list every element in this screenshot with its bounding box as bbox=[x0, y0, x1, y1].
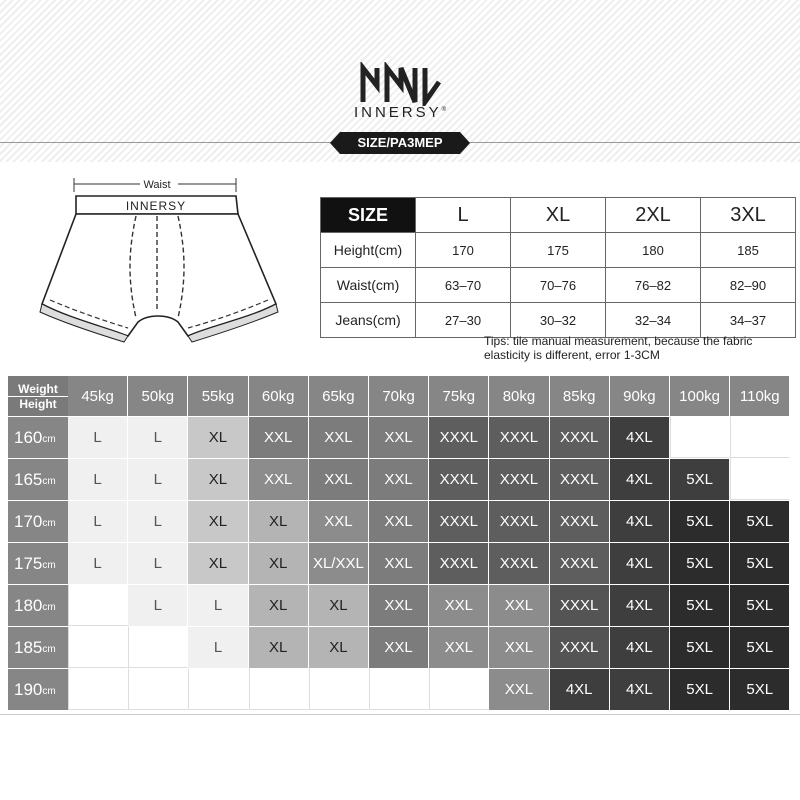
size-cell: 5XL bbox=[730, 542, 790, 584]
size-cell bbox=[429, 668, 489, 710]
size-cell: 4XL bbox=[610, 458, 670, 500]
table-cell: 63–70 bbox=[416, 268, 511, 303]
table-cell: 185 bbox=[701, 233, 796, 268]
size-chart-grid bbox=[8, 376, 800, 712]
table-cell: 32–34 bbox=[606, 303, 701, 338]
size-cell: L bbox=[128, 584, 188, 626]
size-cell: L bbox=[68, 458, 128, 500]
weight-header: 85kg bbox=[550, 376, 610, 416]
height-header bbox=[8, 416, 68, 458]
table-cell: 34–37 bbox=[701, 303, 796, 338]
size-cell: XXXL bbox=[550, 626, 610, 668]
height-header bbox=[8, 584, 68, 626]
size-cell: XXL bbox=[369, 416, 429, 458]
size-cell: XL bbox=[249, 500, 309, 542]
size-tag: SIZE/PA3MEP bbox=[340, 132, 460, 154]
row-label: Jeans(cm) bbox=[321, 303, 416, 338]
size-cell: XL bbox=[188, 416, 248, 458]
size-cell: 5XL bbox=[730, 668, 790, 710]
size-cell bbox=[68, 584, 128, 626]
size-cell: 5XL bbox=[670, 626, 730, 668]
weight-header: 75kg bbox=[429, 376, 489, 416]
bottom-rule bbox=[0, 714, 800, 715]
corner-height-label: Height bbox=[8, 396, 68, 411]
size-cell: 5XL bbox=[670, 500, 730, 542]
weight-header: 50kg bbox=[128, 376, 188, 416]
weight-header: 80kg bbox=[489, 376, 549, 416]
size-table bbox=[320, 197, 796, 338]
size-cell: 5XL bbox=[730, 584, 790, 626]
size-cell: XL bbox=[249, 626, 309, 668]
weight-header: 70kg bbox=[369, 376, 429, 416]
size-cell: XXL bbox=[309, 458, 369, 500]
size-corner: SIZE bbox=[321, 198, 416, 233]
size-col: XL bbox=[511, 198, 606, 233]
size-cell: 5XL bbox=[670, 458, 730, 500]
height-header bbox=[8, 668, 68, 710]
size-cell: 5XL bbox=[730, 626, 790, 668]
height-header bbox=[8, 500, 68, 542]
corner-weight-label: Weight bbox=[18, 381, 58, 396]
size-cell bbox=[730, 458, 790, 500]
row-label: Waist(cm) bbox=[321, 268, 416, 303]
height-value: 170 bbox=[14, 511, 43, 531]
table-cell: 70–76 bbox=[511, 268, 606, 303]
size-cell: XL bbox=[249, 542, 309, 584]
size-cell: XXXL bbox=[429, 542, 489, 584]
size-cell: XL bbox=[309, 584, 369, 626]
height-header bbox=[8, 458, 68, 500]
height-header bbox=[8, 626, 68, 668]
height-unit: cm bbox=[42, 434, 56, 445]
table-cell: 82–90 bbox=[701, 268, 796, 303]
size-col: L bbox=[416, 198, 511, 233]
size-cell: XXXL bbox=[550, 584, 610, 626]
size-cell: XXL bbox=[369, 500, 429, 542]
size-cell bbox=[309, 668, 369, 710]
table-cell: 27–30 bbox=[416, 303, 511, 338]
height-value: 190 bbox=[14, 679, 43, 699]
size-cell bbox=[188, 668, 248, 710]
size-cell: L bbox=[68, 500, 128, 542]
size-cell: XXXL bbox=[550, 500, 610, 542]
underwear-illustration bbox=[28, 172, 298, 352]
size-cell: L bbox=[188, 584, 248, 626]
size-cell: XXXL bbox=[429, 416, 489, 458]
tips-text: Tips: tile manual measurement, because the fabric elasticity is different, error 1-3CM bbox=[484, 334, 753, 362]
size-cell bbox=[730, 416, 790, 458]
size-cell: XXXL bbox=[550, 416, 610, 458]
height-unit: cm bbox=[42, 686, 56, 697]
height-value: 160 bbox=[14, 427, 43, 447]
weight-header: 60kg bbox=[249, 376, 309, 416]
innersy-logo-icon bbox=[355, 62, 445, 106]
size-cell: 4XL bbox=[610, 626, 670, 668]
weight-header: 90kg bbox=[610, 376, 670, 416]
size-cell: XXXL bbox=[550, 542, 610, 584]
size-table-header bbox=[321, 198, 796, 233]
size-cell: XXXL bbox=[489, 458, 549, 500]
size-cell: XXL bbox=[369, 542, 429, 584]
weight-header: 55kg bbox=[188, 376, 248, 416]
size-cell bbox=[128, 668, 188, 710]
height-unit: cm bbox=[42, 518, 56, 529]
waist-label: Waist bbox=[143, 179, 171, 191]
size-cell: XXL bbox=[249, 416, 309, 458]
size-cell: 4XL bbox=[550, 668, 610, 710]
size-cell: L bbox=[68, 542, 128, 584]
size-cell: 4XL bbox=[610, 542, 670, 584]
height-value: 180 bbox=[14, 595, 43, 615]
size-cell: XL bbox=[309, 626, 369, 668]
size-cell: L bbox=[128, 500, 188, 542]
size-cell: XXL bbox=[249, 458, 309, 500]
size-cell: XL bbox=[249, 584, 309, 626]
table-row bbox=[321, 268, 796, 303]
size-cell bbox=[670, 416, 730, 458]
size-cell bbox=[68, 626, 128, 668]
size-cell: XXXL bbox=[489, 542, 549, 584]
size-cell: 5XL bbox=[670, 542, 730, 584]
height-value: 175 bbox=[14, 553, 43, 573]
size-cell: XL bbox=[188, 458, 248, 500]
size-cell: L bbox=[188, 626, 248, 668]
table-cell: 76–82 bbox=[606, 268, 701, 303]
size-col: 3XL bbox=[701, 198, 796, 233]
height-unit: cm bbox=[42, 476, 56, 487]
size-cell: XXL bbox=[369, 584, 429, 626]
row-label: Height(cm) bbox=[321, 233, 416, 268]
table-row bbox=[321, 233, 796, 268]
size-cell: L bbox=[128, 416, 188, 458]
table-cell: 30–32 bbox=[511, 303, 606, 338]
size-cell: L bbox=[128, 542, 188, 584]
table-cell: 175 bbox=[511, 233, 606, 268]
size-cell: 5XL bbox=[730, 500, 790, 542]
table-row bbox=[321, 303, 796, 338]
size-cell: XXXL bbox=[429, 458, 489, 500]
size-cell: XXL bbox=[369, 458, 429, 500]
weight-header: 110kg bbox=[730, 376, 790, 416]
size-cell: XXL bbox=[369, 626, 429, 668]
size-cell: 5XL bbox=[670, 584, 730, 626]
height-unit: cm bbox=[42, 644, 56, 655]
weight-header: 65kg bbox=[309, 376, 369, 416]
size-cell: XXXL bbox=[550, 458, 610, 500]
height-value: 185 bbox=[14, 637, 43, 657]
size-cell: XXXL bbox=[489, 416, 549, 458]
size-cell: XXL bbox=[429, 626, 489, 668]
weight-header: 45kg bbox=[68, 376, 128, 416]
size-cell: XXL bbox=[309, 416, 369, 458]
height-header bbox=[8, 542, 68, 584]
size-cell: XXL bbox=[489, 668, 549, 710]
size-cell bbox=[68, 668, 128, 710]
weight-height-corner bbox=[8, 376, 68, 416]
size-cell: 4XL bbox=[610, 668, 670, 710]
band-text: INNERSY bbox=[125, 199, 187, 213]
size-cell: XL/XXL bbox=[309, 542, 369, 584]
weight-header: 100kg bbox=[670, 376, 730, 416]
size-cell: XL bbox=[188, 500, 248, 542]
size-cell: 4XL bbox=[610, 584, 670, 626]
size-cell: 4XL bbox=[610, 500, 670, 542]
size-cell: XXL bbox=[309, 500, 369, 542]
table-cell: 180 bbox=[606, 233, 701, 268]
table-cell: 170 bbox=[416, 233, 511, 268]
size-cell: XXL bbox=[489, 584, 549, 626]
height-value: 165 bbox=[14, 469, 43, 489]
size-cell: XL bbox=[188, 542, 248, 584]
size-cell: L bbox=[128, 458, 188, 500]
size-cell: 5XL bbox=[670, 668, 730, 710]
size-cell: XXL bbox=[489, 626, 549, 668]
brand-name: INNERSY® bbox=[353, 104, 447, 121]
size-cell: XXXL bbox=[489, 500, 549, 542]
size-cell: XXL bbox=[429, 584, 489, 626]
size-cell: 4XL bbox=[610, 416, 670, 458]
size-cell: L bbox=[68, 416, 128, 458]
size-cell: XXXL bbox=[429, 500, 489, 542]
size-col: 2XL bbox=[606, 198, 701, 233]
height-unit: cm bbox=[42, 602, 56, 613]
size-cell bbox=[369, 668, 429, 710]
size-cell bbox=[249, 668, 309, 710]
height-unit: cm bbox=[42, 560, 56, 571]
size-cell bbox=[128, 626, 188, 668]
